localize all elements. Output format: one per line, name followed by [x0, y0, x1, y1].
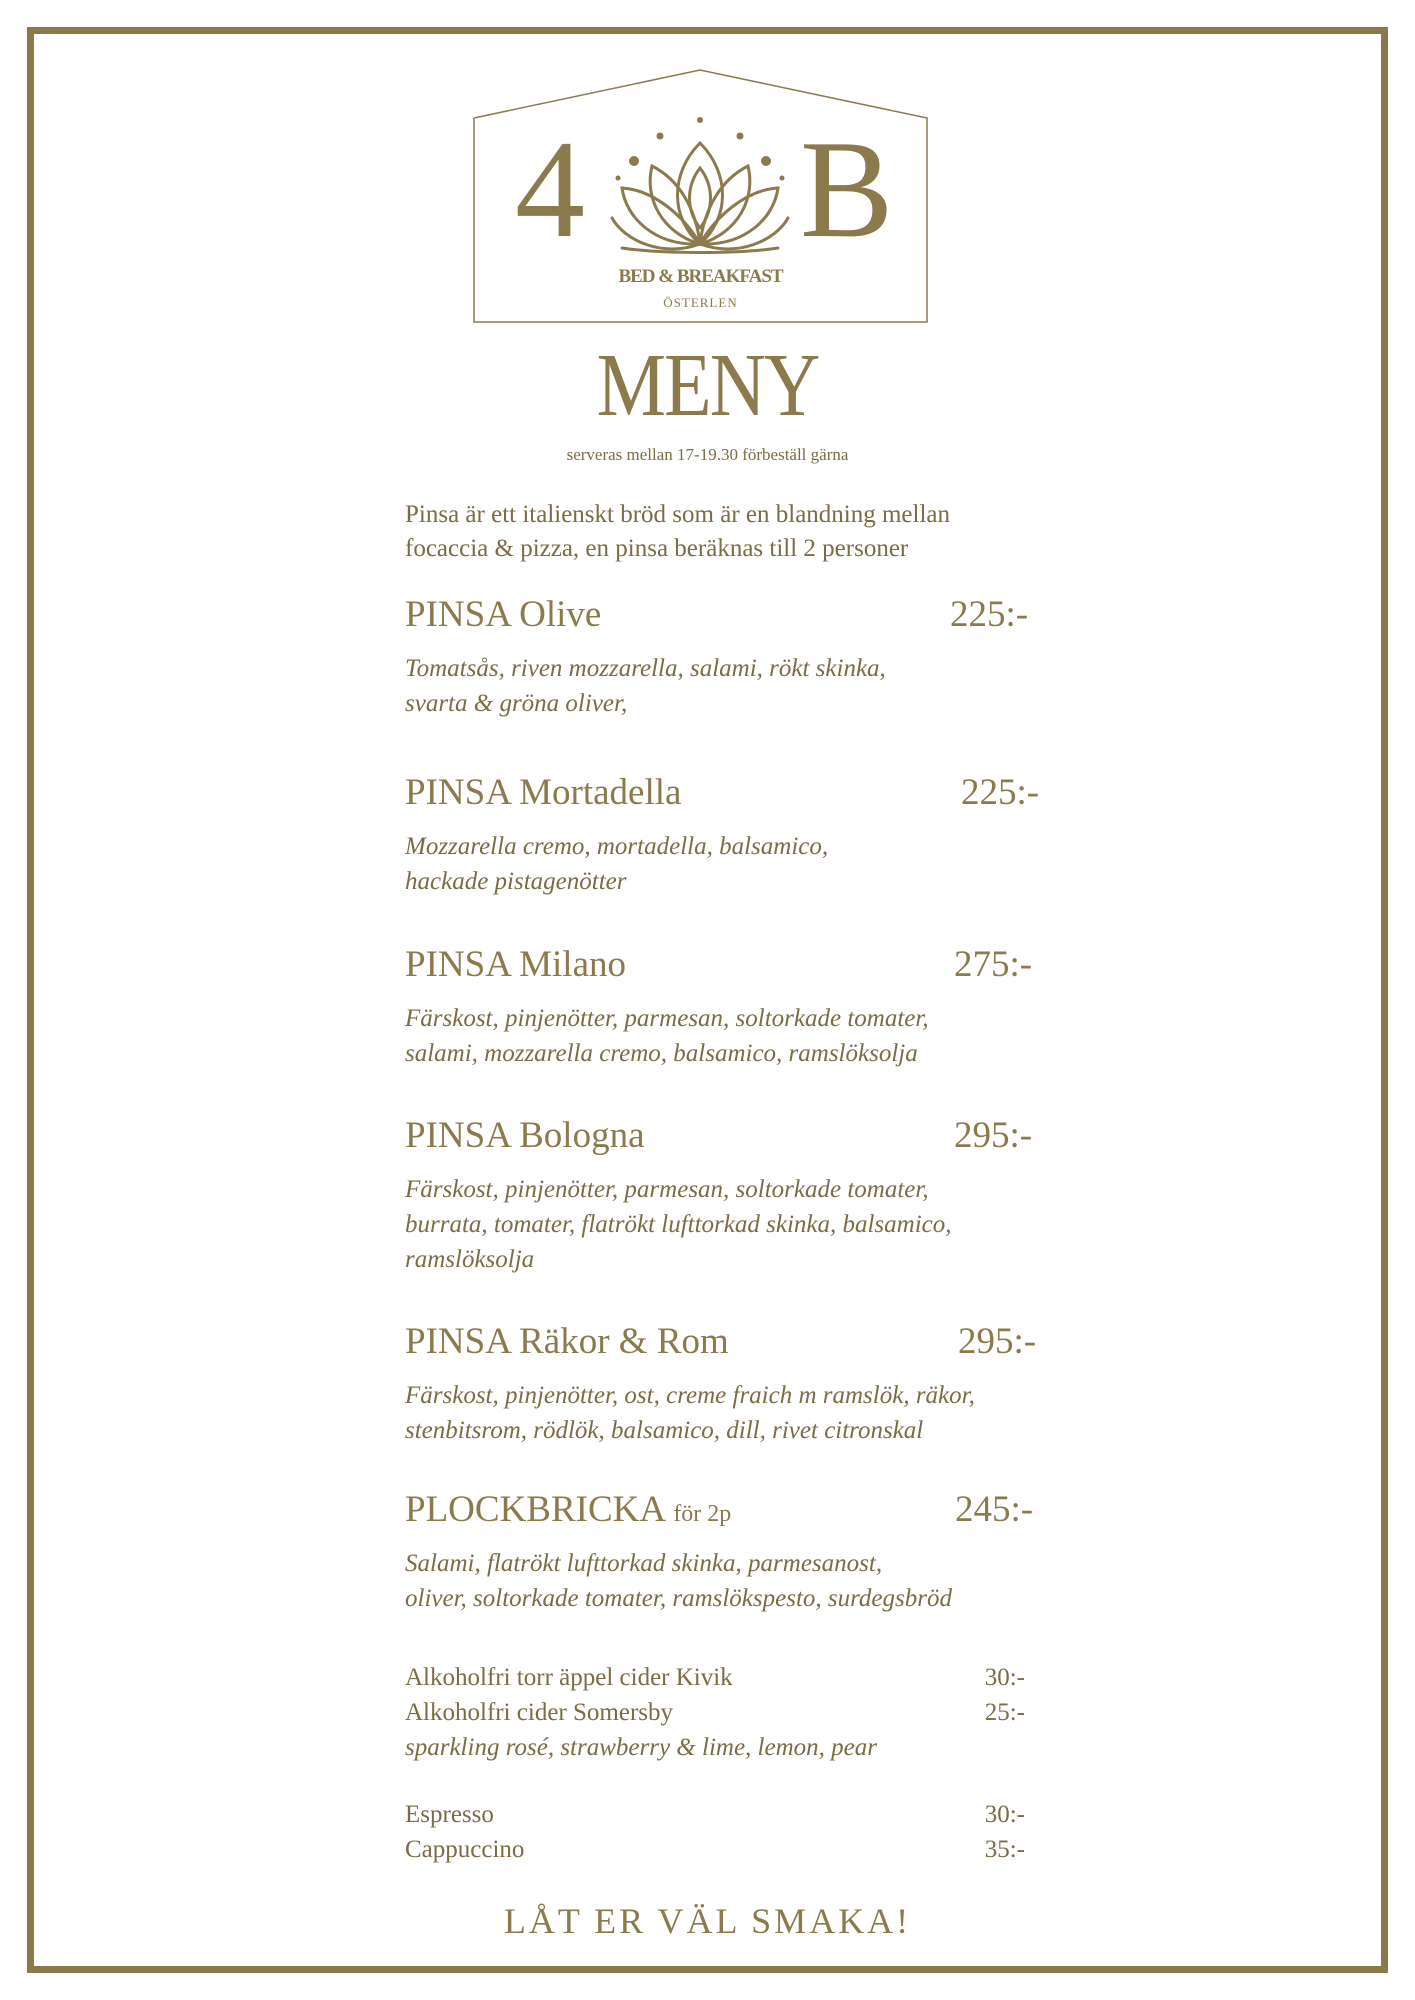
- item-name: PINSA Olive: [405, 594, 602, 635]
- item-price: 225:-: [950, 594, 1029, 635]
- drink-name: Cappuccino: [405, 1836, 525, 1863]
- item-description-line: salami, mozzarella cremo, balsamico, ramslöksolja: [405, 1040, 918, 1067]
- drink-row: [405, 1797, 1025, 1832]
- item-description: [405, 1172, 1055, 1277]
- item-description-line: oliver, soltorkade tomater, ramslökspesto, surdegsbröd: [405, 1585, 952, 1612]
- item-serving-note: för 2p: [673, 1501, 732, 1527]
- drink-name: Alkoholfri torr äppel cider Kivik: [405, 1664, 733, 1691]
- item-name: [405, 1488, 731, 1536]
- item-description-line: stenbitsrom, rödlök, balsamico, dill, rivet citronskal: [405, 1417, 924, 1444]
- item-description-line: Färskost, pinjenötter, ost, creme fraich m ramslök, räkor,: [405, 1382, 975, 1409]
- item-name-text: PLOCKBRICKA: [405, 1489, 665, 1530]
- item-price: 275:-: [954, 944, 1033, 985]
- item-description-line: Salami, flatrökt lufttorkad skinka, parmesanost,: [405, 1550, 883, 1577]
- cider-flavors: sparkling rosé, strawberry & lime, lemon, pear: [405, 1734, 877, 1761]
- item-description-line: Mozzarella cremo, mortadella, balsamico,: [405, 833, 829, 860]
- logo-four: 4: [515, 112, 585, 267]
- item-description-line: Färskost, pinjenötter, parmesan, soltorkade tomater,: [405, 1176, 929, 1203]
- item-name: PINSA Milano: [405, 944, 627, 985]
- serving-hours: serveras mellan 17-19.30 förbeställ gärna: [566, 445, 849, 464]
- menu-title: MENY: [596, 334, 819, 435]
- item-name: PINSA Mortadella: [405, 772, 682, 813]
- item-price: 295:-: [954, 1115, 1033, 1156]
- item-description-line: svarta & gröna oliver,: [405, 690, 628, 717]
- item-description: [405, 1546, 1055, 1616]
- item-name: PINSA Bologna: [405, 1115, 645, 1156]
- logo: [472, 68, 929, 324]
- cider-list: [405, 1660, 1025, 1765]
- drink-price: 30:-: [984, 1664, 1025, 1691]
- item-description-line: burrata, tomater, flatrökt lufttorkad skinka, balsamico,: [405, 1211, 952, 1238]
- drink-row: [405, 1695, 1025, 1730]
- item-description: [405, 651, 1055, 721]
- drink-price: 35:-: [984, 1836, 1025, 1863]
- logo-subtitle: BED & BREAKFAST: [618, 266, 783, 287]
- drink-name: Alkoholfri cider Somersby: [405, 1699, 674, 1726]
- item-price: 225:-: [961, 772, 1040, 813]
- item-price: 295:-: [958, 1321, 1037, 1362]
- closing-message: LÅT ER VÄL SMAKA!: [503, 1901, 912, 1941]
- item-description-line: Färskost, pinjenötter, parmesan, soltorkade tomater,: [405, 1005, 929, 1032]
- coffee-list: [405, 1797, 1025, 1867]
- logo-b: B: [800, 112, 894, 267]
- item-name: PINSA Räkor & Rom: [405, 1321, 729, 1362]
- drink-row: [405, 1832, 1025, 1867]
- item-description-line: ramslöksolja: [405, 1246, 535, 1273]
- item-price: 245:-: [955, 1489, 1034, 1530]
- logo-location: ÖSTERLEN: [663, 295, 738, 310]
- item-description: [405, 1378, 1055, 1448]
- item-description: [405, 1001, 1055, 1071]
- item-description: [405, 829, 1055, 899]
- drink-row: [405, 1660, 1025, 1695]
- drink-name: Espresso: [405, 1801, 494, 1828]
- item-description-line: Tomatsås, riven mozzarella, salami, rökt skinka,: [405, 655, 886, 682]
- intro-text: [405, 498, 1105, 566]
- drink-price: 25:-: [984, 1699, 1025, 1726]
- item-description-line: hackade pistagenötter: [405, 868, 627, 895]
- intro-line: Pinsa är ett italienskt bröd som är en blandning mellan: [405, 501, 951, 528]
- intro-line: focaccia & pizza, en pinsa beräknas till 2 personer: [405, 535, 909, 562]
- drink-price: 30:-: [984, 1801, 1025, 1828]
